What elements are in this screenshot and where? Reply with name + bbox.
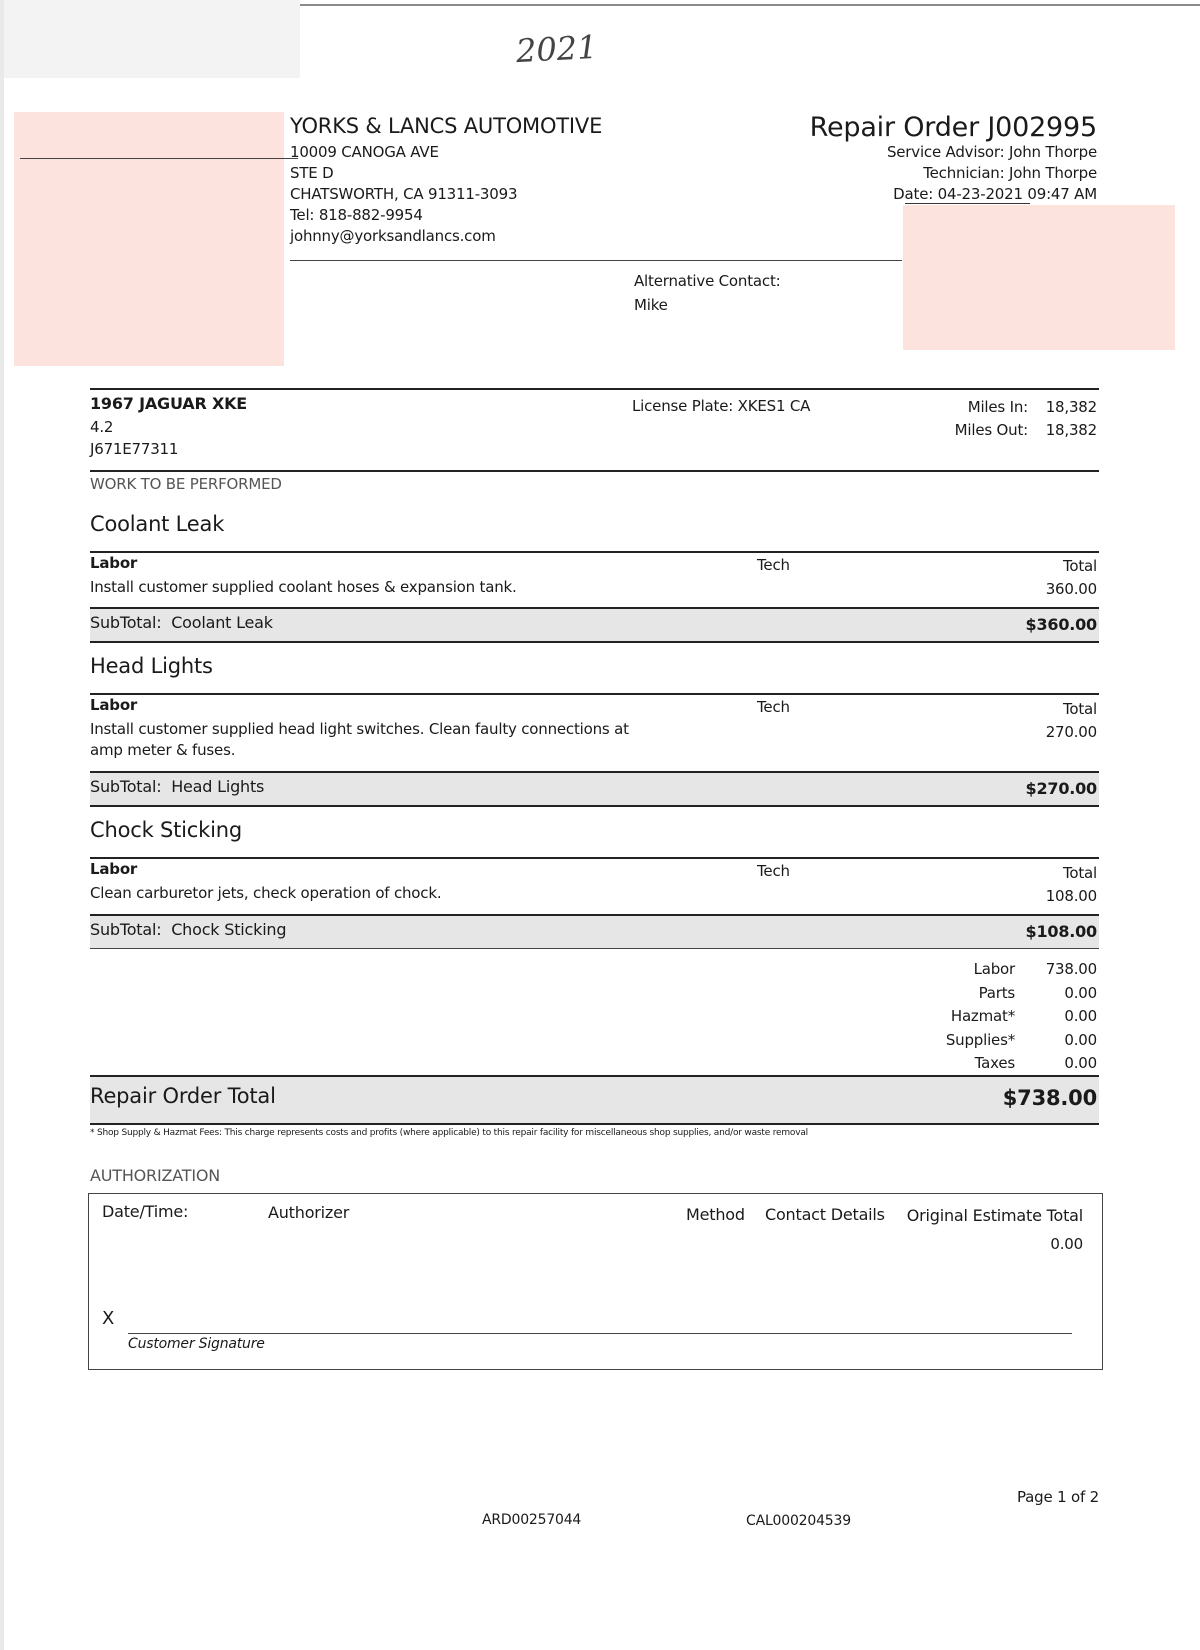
subtotal-bottom-rule: [90, 641, 1099, 643]
subtotal-bottom-rule: [90, 805, 1099, 807]
labor-label: Labor: [90, 696, 138, 714]
summary-values: [1046, 958, 1097, 1076]
subtotal-bottom-rule: [90, 948, 1099, 949]
summary-value: 0.00: [1064, 983, 1097, 1002]
auth-contact-label: Contact Details: [765, 1205, 885, 1224]
job-title: Head Lights: [90, 654, 213, 678]
subtotal-value: $108.00: [1025, 922, 1097, 941]
job-title: Coolant Leak: [90, 512, 225, 536]
auth-method-label: Method: [686, 1205, 745, 1224]
miles-out-label: Miles Out:: [954, 421, 1028, 439]
vehicle-engine: 4.2: [90, 418, 114, 436]
tech-label: Tech: [757, 862, 790, 880]
shop-city: CHATSWORTH, CA 91311-3093: [290, 185, 518, 203]
repair-order-title: Repair Order J002995: [809, 112, 1097, 143]
job-amount: 270.00: [1045, 723, 1097, 741]
redacted-contact-block: [903, 205, 1175, 350]
handwritten-year: 2021: [515, 27, 599, 71]
total-label: Total: [1062, 557, 1097, 575]
miles-in-label: Miles In:: [967, 398, 1028, 416]
summary-label: Taxes: [974, 1054, 1015, 1072]
summary-label: Hazmat*: [950, 1007, 1015, 1025]
tech-label: Tech: [757, 698, 790, 716]
auth-estimate-label: Original Estimate Total: [906, 1206, 1083, 1225]
vehicle-model: 1967 JAGUAR XKE: [90, 394, 248, 413]
tech-label: Tech: [757, 556, 790, 574]
vehicle-vin: J671E77311: [90, 440, 179, 458]
redacted-customer-block: [14, 112, 284, 366]
alt-contact-name: Mike: [634, 296, 668, 314]
summary-labels: [946, 958, 1015, 1076]
grand-total-top-rule: [90, 1075, 1099, 1077]
vehicle-top-rule: [90, 388, 1099, 390]
job-description: Clean carburetor jets, check operation of chock.: [90, 884, 442, 902]
code-right: CAL000204539: [746, 1513, 851, 1529]
grand-total-bottom-rule: [90, 1123, 1099, 1125]
shop-name: YORKS & LANCS AUTOMOTIVE: [290, 114, 603, 138]
header-rule-left: [20, 158, 298, 159]
shop-email[interactable]: johnny@yorksandlancs.com: [290, 227, 496, 245]
summary-value: 0.00: [1064, 1007, 1097, 1025]
labor-label: Labor: [90, 554, 138, 572]
subtotal-top-rule: [90, 914, 1099, 916]
subtotal-top-rule: [90, 771, 1099, 773]
summary-label: Labor: [973, 960, 1015, 978]
shop-tel: Tel: 818-882-9954: [290, 206, 423, 224]
code-left: ARD00257044: [482, 1512, 582, 1528]
miles-out-value: 18,382: [1045, 421, 1097, 439]
alt-contact-label: Alternative Contact:: [634, 272, 781, 290]
signature-label: Customer Signature: [128, 1336, 265, 1352]
summary-value: 738.00: [1045, 960, 1097, 978]
auth-date-label: Date/Time:: [102, 1202, 189, 1221]
scan-edge: [0, 0, 4, 1650]
subtotal-top-rule: [90, 607, 1099, 609]
scan-artifact: [0, 0, 300, 78]
signature-line[interactable]: [128, 1333, 1072, 1334]
job-description: Install customer supplied head light switches. Clean faulty connections at: [90, 720, 629, 738]
summary-label: Parts: [978, 983, 1015, 1002]
authorization-heading: AUTHORIZATION: [90, 1166, 221, 1185]
auth-authorizer-label: Authorizer: [268, 1203, 350, 1222]
job-rule: [90, 857, 1099, 859]
header-rule: [290, 260, 902, 261]
footnote: * Shop Supply & Hazmat Fees: This charge represents costs and profits (where applicable) to this repair facility for miscellaneous shop supplies, and/or waste removal: [90, 1128, 808, 1138]
page-number: Page 1 of 2: [1017, 1488, 1099, 1506]
job-description-line2: amp meter & fuses.: [90, 741, 236, 759]
summary-value: 0.00: [1064, 1054, 1097, 1072]
total-label: Total: [1062, 700, 1097, 718]
order-date: Date: 04-23-2021 09:47 AM: [893, 185, 1097, 203]
subtotal-label: SubTotal: Head Lights: [90, 777, 265, 796]
scan-top-edge: [300, 4, 1200, 6]
job-amount: 360.00: [1045, 580, 1097, 598]
labor-label: Labor: [90, 860, 138, 878]
job-title: Chock Sticking: [90, 818, 242, 842]
total-label: Total: [1062, 864, 1097, 882]
job-rule: [90, 551, 1099, 553]
license-plate: License Plate: XKES1 CA: [632, 397, 811, 415]
subtotal-label: SubTotal: Coolant Leak: [90, 613, 273, 632]
job-rule: [90, 693, 1099, 695]
job-amount: 108.00: [1045, 887, 1097, 905]
grand-total-value: $738.00: [1002, 1086, 1097, 1110]
miles-in-value: 18,382: [1045, 398, 1097, 416]
shop-address2: STE D: [290, 164, 334, 182]
shop-address1: 10009 CANOGA AVE: [290, 143, 439, 161]
service-advisor: Service Advisor: John Thorpe: [886, 143, 1097, 161]
subtotal-label: SubTotal: Chock Sticking: [90, 920, 287, 939]
grand-total-label: Repair Order Total: [90, 1084, 276, 1108]
summary-label: Supplies*: [945, 1030, 1015, 1049]
auth-estimate-value: 0.00: [1050, 1235, 1083, 1253]
date-underline: [905, 203, 1030, 204]
signature-x: X: [102, 1308, 115, 1329]
job-description: Install customer supplied coolant hoses & expansion tank.: [90, 578, 517, 596]
summary-value: 0.00: [1064, 1030, 1097, 1049]
vehicle-bottom-rule: [90, 470, 1099, 472]
subtotal-value: $270.00: [1025, 779, 1097, 798]
work-heading: WORK TO BE PERFORMED: [90, 475, 282, 493]
subtotal-value: $360.00: [1025, 615, 1097, 634]
technician: Technician: John Thorpe: [923, 164, 1097, 182]
